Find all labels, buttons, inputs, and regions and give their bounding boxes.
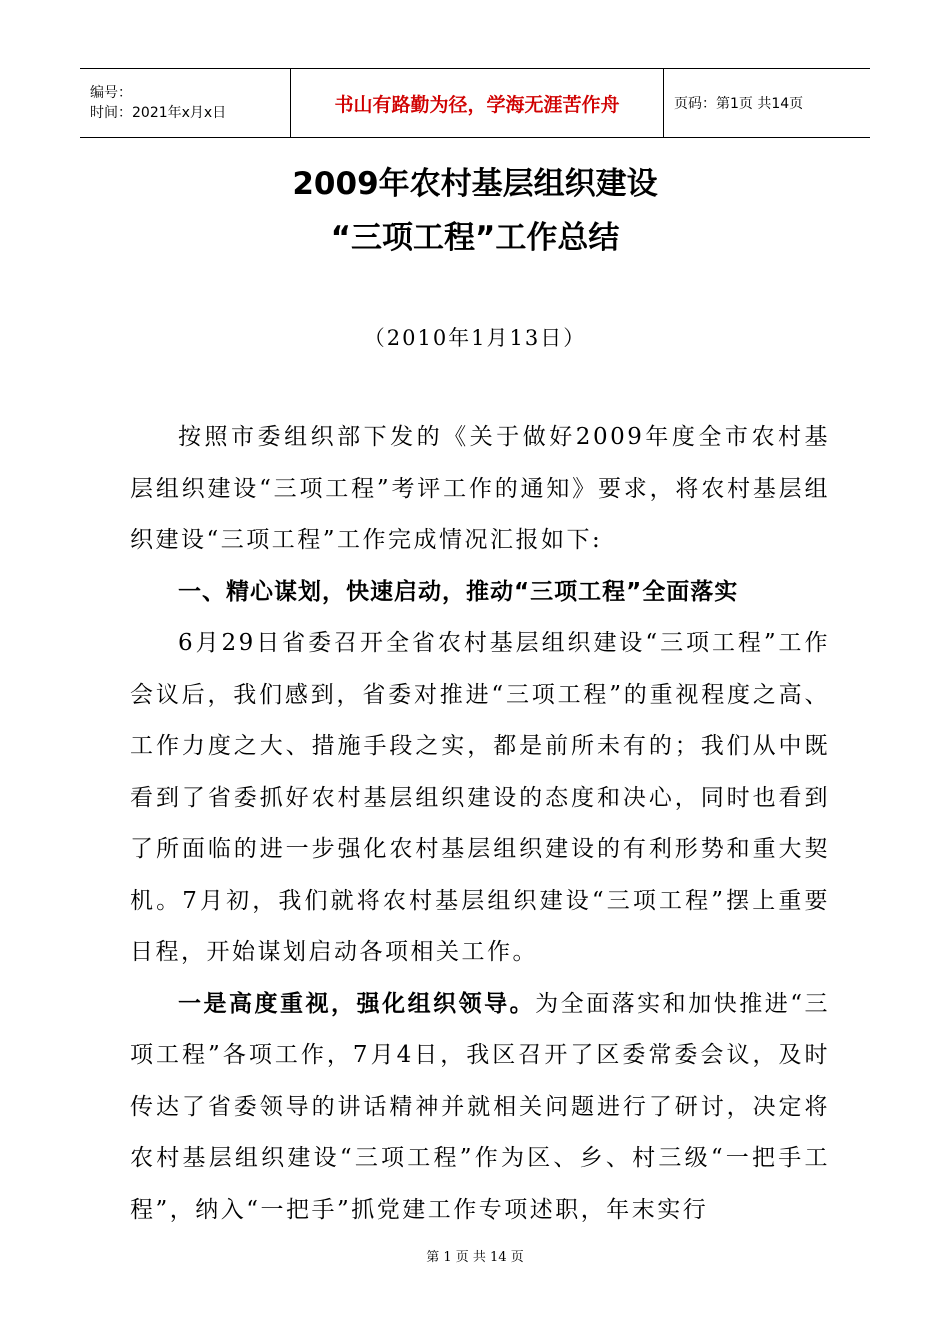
intro-paragraph: 按照市委组织部下发的《关于做好2009年度全市农村基层组织建设“三项工程”考评工作的通知》要求，将农村基层组织建设“三项工程”工作完成情况汇报如下: [130,424,830,553]
header-meta [80,69,291,137]
document-body [130,412,830,1236]
paragraph-2: 6月29日省委召开全省农村基层组织建设“三项工程”工作会议后，我们感到，省委对推进“三项工程”的重视程度之高、工作力度之大、措施手段之实，都是前所未有的；我们从中既看到了省委抓好农村基层组织建设的态度和决心，同时也看到了所面临的进一步强化农村基层组织建设的有利形势和重大契机。7月初，我们就将农村基层组织建设“三项工程”摆上重要日程，开始谋划启动各项相关工作。 [130,630,830,965]
paragraph-3-lead: 一是高度重视，强化组织领导。 [178,990,536,1017]
time-label: 时间：2021年x月x日 [90,105,227,121]
motto-text: 书山有路勤为径，学海无涯苦作舟 [334,93,620,116]
header-page-code [664,69,870,137]
paragraph-3-text: 为全面落实和加快推进“三项工程”各项工作，7月4日，我区召开了区委常委会议，及时传达了省委领导的讲话精神并就相关问题进行了研讨，决定将农村基层组织建设“三项工程”作为区、乡、村三级“一把手工程”，纳入“一把手”抓党建工作专项述职，年末实行 [130,990,831,1223]
paragraph-3 [130,979,830,1237]
page-code-text: 页码：第1页 共14页 [674,96,804,112]
document-date: （2010年1月13日） [363,326,587,350]
page-footer: 第 1 页 共 14 页 [426,1250,524,1265]
document-title-line1: 2009年农村基层组织建设 [292,166,658,202]
number-label: 编号： [90,85,132,101]
header-motto [291,69,664,137]
header-table [80,68,870,138]
section-heading: 一、精心谋划，快速启动，推动“三项工程”全面落实 [178,578,739,605]
document-title-line2: “三项工程”工作总结 [330,220,620,256]
